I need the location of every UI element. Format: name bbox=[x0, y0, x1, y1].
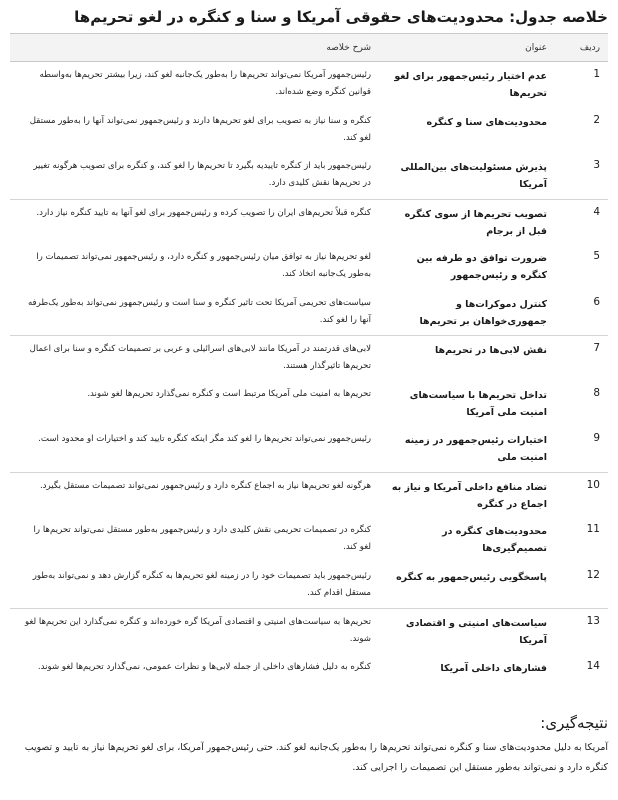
conclusion-heading: نتیجه‌گیری: bbox=[540, 714, 608, 732]
row-desc: سیاست‌های تحریمی آمریکا تحت تاثیر کنگره و سنا است و رئیس‌جمهور نمی‌تواند به‌طور یک‌طرفه آنها را لغو کند. bbox=[27, 297, 371, 325]
table-row bbox=[10, 108, 608, 154]
table-row bbox=[10, 381, 608, 427]
row-title: محدودیت‌های کنگره در تصمیم‌گیری‌ها bbox=[442, 526, 547, 554]
row-title: تصویب تحریم‌ها از سوی کنگره قبل از برجام bbox=[404, 208, 547, 237]
row-desc: کنگره قبلاً تحریم‌های ایران را تصویب کرده و رئیس‌جمهور برای لغو آنها به تایید کنگره نیاز دارد. bbox=[36, 207, 371, 218]
row-num: 8 bbox=[593, 386, 600, 399]
row-num: 14 bbox=[586, 659, 600, 672]
row-title: محدودیت‌های سنا و کنگره bbox=[426, 116, 547, 128]
row-num: 13 bbox=[586, 615, 600, 627]
row-num: 2 bbox=[593, 113, 600, 126]
conclusion-text: آمریکا به دلیل محدودیت‌های سنا و کنگره نمی‌تواند تحریم‌ها را به‌طور یک‌جانبه لغو کند. حتی رئیس‌جمهور آمریکا، برای لغو تحریم‌ها نیاز به تایید و تصویب کنگره دارد و نمی‌تواند به‌طور مستقل این تصمیمات را اجرایی کند. bbox=[24, 742, 608, 773]
row-num: 7 bbox=[593, 342, 600, 354]
header-desc: شرح خلاصه bbox=[326, 42, 371, 53]
table-row bbox=[10, 290, 608, 336]
row-title: تضاد منافع داخلی آمریکا و نیاز به اجماع در کنگره bbox=[391, 481, 547, 510]
table-row bbox=[10, 426, 608, 472]
row-title: تداخل تحریم‌ها با سیاست‌های امنیت ملی آمریکا bbox=[409, 389, 547, 418]
table-row bbox=[10, 608, 608, 654]
table-header bbox=[10, 34, 608, 62]
row-desc: رئیس‌جمهور باید از کنگره تاییدیه بگیرد تا تحریم‌ها را لغو کند، و کنگره برای تصویب هرگونه تغییر در تحریم‌ها نقش کلیدی دارد. bbox=[33, 161, 371, 188]
row-num: 6 bbox=[593, 295, 600, 308]
row-title: نقش لابی‌ها در تحریم‌ها bbox=[434, 345, 547, 356]
row-title: پاسخگویی رئیس‌جمهور به کنگره bbox=[396, 571, 547, 583]
table-row bbox=[10, 335, 608, 381]
row-title: سیاست‌های امنیتی و اقتصادی آمریکا bbox=[405, 618, 547, 646]
row-num: 5 bbox=[593, 250, 600, 262]
row-num: 12 bbox=[586, 568, 600, 581]
row-title: عدم اختیار رئیس‌جمهور برای لغو تحریم‌ها bbox=[394, 71, 547, 99]
row-title: فشارهای داخلی آمریکا bbox=[440, 662, 547, 674]
row-desc: کنگره در تصمیمات تحریمی نقش کلیدی دارد و رئیس‌جمهور به‌طور مستقل نمی‌تواند تحریم‌ها را لغو کند. bbox=[33, 525, 371, 552]
row-num: 11 bbox=[586, 523, 600, 535]
row-title: ضرورت توافق دو طرفه بین کنگره و رئیس‌جمهور bbox=[416, 253, 547, 281]
row-desc: تحریم‌ها به سیاست‌های امنیتی و اقتصادی آمریکا گره خورده‌اند و کنگره نمی‌گذارد این تحریم‌ها لغو شوند. bbox=[24, 617, 371, 644]
row-desc: لغو تحریم‌ها نیاز به توافق میان رئیس‌جمهور و کنگره دارد، و رئیس‌جمهور نمی‌تواند تصمیمات را به‌طور یک‌جانبه اتخاذ کند. bbox=[36, 252, 371, 279]
row-num: 3 bbox=[593, 159, 600, 171]
row-desc: رئیس‌جمهور آمریکا نمی‌تواند تحریم‌ها را به‌طور یک‌جانبه لغو کند، زیرا بیشتر تحریم‌ها به‌واسطه قوانین کنگره وضع شده‌اند. bbox=[39, 70, 371, 97]
row-num: 1 bbox=[593, 68, 600, 80]
row-title: پذیرش مسئولیت‌های بین‌المللی آمریکا bbox=[400, 162, 547, 190]
table-row bbox=[10, 244, 608, 290]
row-desc: کنگره به دلیل فشارهای داخلی از جمله لابی‌ها و نظرات عمومی، نمی‌گذارد تحریم‌ها لغو شوند. bbox=[37, 661, 371, 672]
header-title: عنوان bbox=[525, 42, 547, 53]
row-desc: هرگونه لغو تحریم‌ها نیاز به اجماع کنگره دارد و رئیس‌جمهور نمی‌تواند تصمیمات مستقل بگیرد. bbox=[39, 480, 371, 491]
table-body bbox=[10, 62, 608, 699]
table-row bbox=[10, 654, 608, 700]
row-desc: لابی‌های قدرتمند در آمریکا مانند لابی‌های اسرائیلی و عربی بر تصمیمات کنگره و سنا برای اعمال تحریم‌ها تاثیرگذار هستند. bbox=[29, 344, 371, 371]
table-row bbox=[10, 62, 608, 108]
table-row bbox=[10, 153, 608, 199]
table-row bbox=[10, 563, 608, 609]
row-desc: کنگره و سنا نیاز به تصویب برای لغو تحریم‌ها دارند و رئیس‌جمهور نمی‌تواند آنها را به‌طور مستقل لغو کند. bbox=[29, 115, 371, 143]
row-desc: تحریم‌ها به امنیت ملی آمریکا مرتبط است و کنگره نمی‌گذارد تحریم‌ها لغو شوند. bbox=[87, 388, 371, 399]
summary-table bbox=[10, 33, 608, 699]
row-num: 9 bbox=[593, 432, 600, 444]
table-row bbox=[10, 199, 608, 245]
row-num: 4 bbox=[593, 205, 600, 218]
row-num: 10 bbox=[586, 478, 600, 491]
table-row bbox=[10, 517, 608, 563]
page-title: خلاصه جدول: محدودیت‌های حقوقی آمریکا و سنا و کنگره در لغو تحریم‌ها bbox=[74, 8, 608, 26]
row-desc: رئیس‌جمهور نمی‌تواند تحریم‌ها را لغو کند مگر اینکه کنگره تایید کند و اختیارات او محدود است. bbox=[38, 434, 371, 444]
header-num: ردیف bbox=[579, 42, 600, 53]
row-desc: رئیس‌جمهور باید تصمیمات خود را در زمینه لغو تحریم‌ها به کنگره گزارش دهد و نمی‌تواند به‌طور مستقل اقدام کند. bbox=[32, 570, 371, 598]
row-title: اختیارات رئیس‌جمهور در زمینه امنیت ملی bbox=[404, 435, 547, 463]
table-row bbox=[10, 472, 608, 518]
row-title: کنترل دموکرات‌ها و جمهوری‌خواهان بر تحریم‌ها bbox=[419, 298, 547, 327]
